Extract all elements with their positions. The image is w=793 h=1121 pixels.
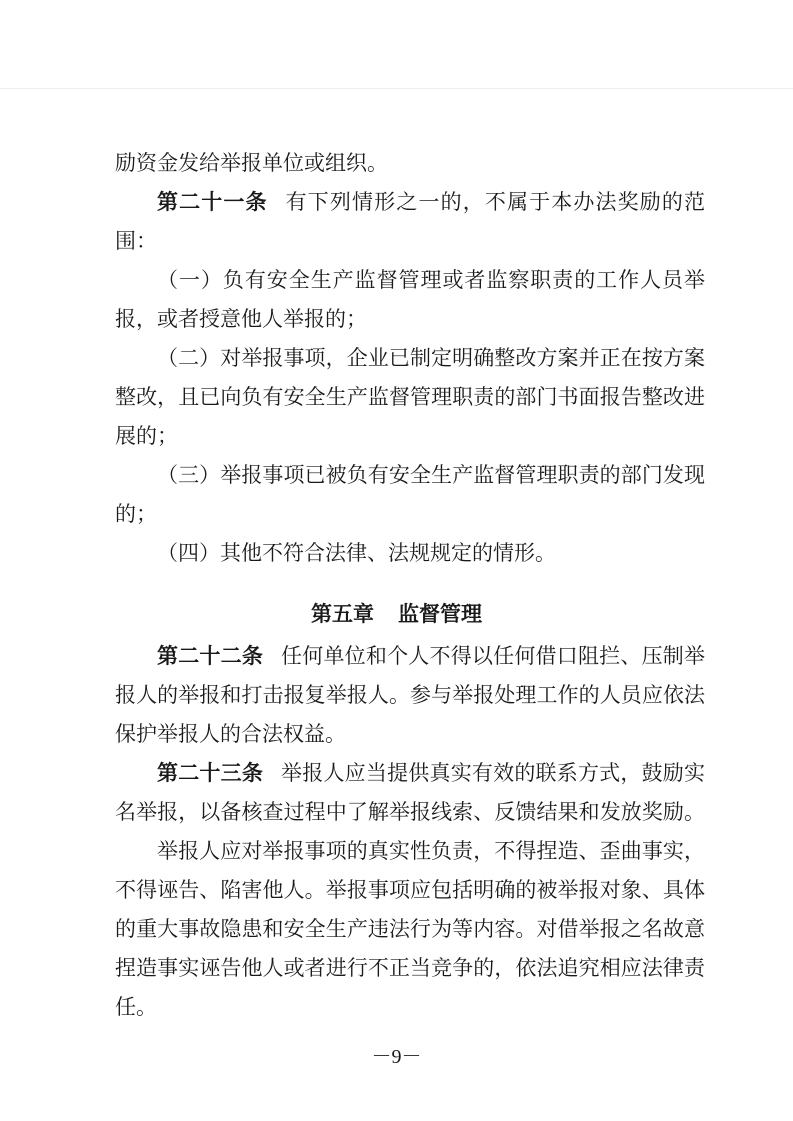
body-line: 任。: [115, 995, 157, 1019]
body-line: 不得诬告、陷害他人。举报事项应包括明确的被举报对象、具体: [115, 878, 705, 902]
chapter-heading: [0, 599, 793, 629]
page-number: －9－: [371, 1046, 422, 1068]
body-line: （一）负有安全生产监督管理或者监察职责的工作人员举: [157, 268, 705, 292]
body-line: 的；: [115, 502, 157, 526]
article-number: 第二十一条: [157, 189, 268, 214]
body-line: 保护举报人的合法权益。: [115, 722, 346, 746]
body-line: 整改，且已向负有安全生产监督管理职责的部门书面报告整改进: [115, 385, 705, 409]
body-line: 展的；: [115, 424, 178, 448]
body-line: 报，或者授意他人举报的；: [115, 307, 367, 331]
article-23-line: 第二十三条 举报人应当提供真实有效的联系方式，鼓励实: [157, 760, 705, 785]
chapter-number: 第五章: [311, 601, 374, 626]
body-line: 捏造事实诬告他人或者进行不正当竞争的，依法追究相应法律责: [115, 956, 705, 980]
chapter-title: 监督管理: [398, 601, 482, 626]
body-line: 举报人应对举报事项的真实性负责，不得捏造、歪曲事实，: [157, 839, 705, 863]
body-line: （三）举报事项已被负有安全生产监督管理职责的部门发现: [157, 463, 705, 487]
body-line: 的重大事故隐患和安全生产违法行为等内容。对借举报之名故意: [115, 917, 705, 941]
body-line: （四）其他不符合法律、法规规定的情形。: [157, 541, 556, 565]
article-number: 第二十三条: [157, 760, 264, 785]
body-line: 励资金发给举报单位或组织。: [115, 151, 388, 175]
top-rule: [0, 88, 793, 89]
article-22-line: 第二十二条 任何单位和个人不得以任何借口阻拦、压制举: [157, 643, 705, 668]
body-line: 围：: [115, 229, 157, 253]
article-21-line: 第二十一条 有下列情形之一的，不属于本办法奖励的范: [157, 189, 705, 214]
body-line: 报人的举报和打击报复举报人。参与举报处理工作的人员应依法: [115, 683, 705, 707]
body-line: （二）对举报事项，企业已制定明确整改方案并正在按方案: [157, 346, 705, 370]
body-line: 名举报，以备核查过程中了解举报线索、反馈结果和发放奖励。: [115, 800, 705, 824]
article-number: 第二十二条: [157, 643, 264, 668]
